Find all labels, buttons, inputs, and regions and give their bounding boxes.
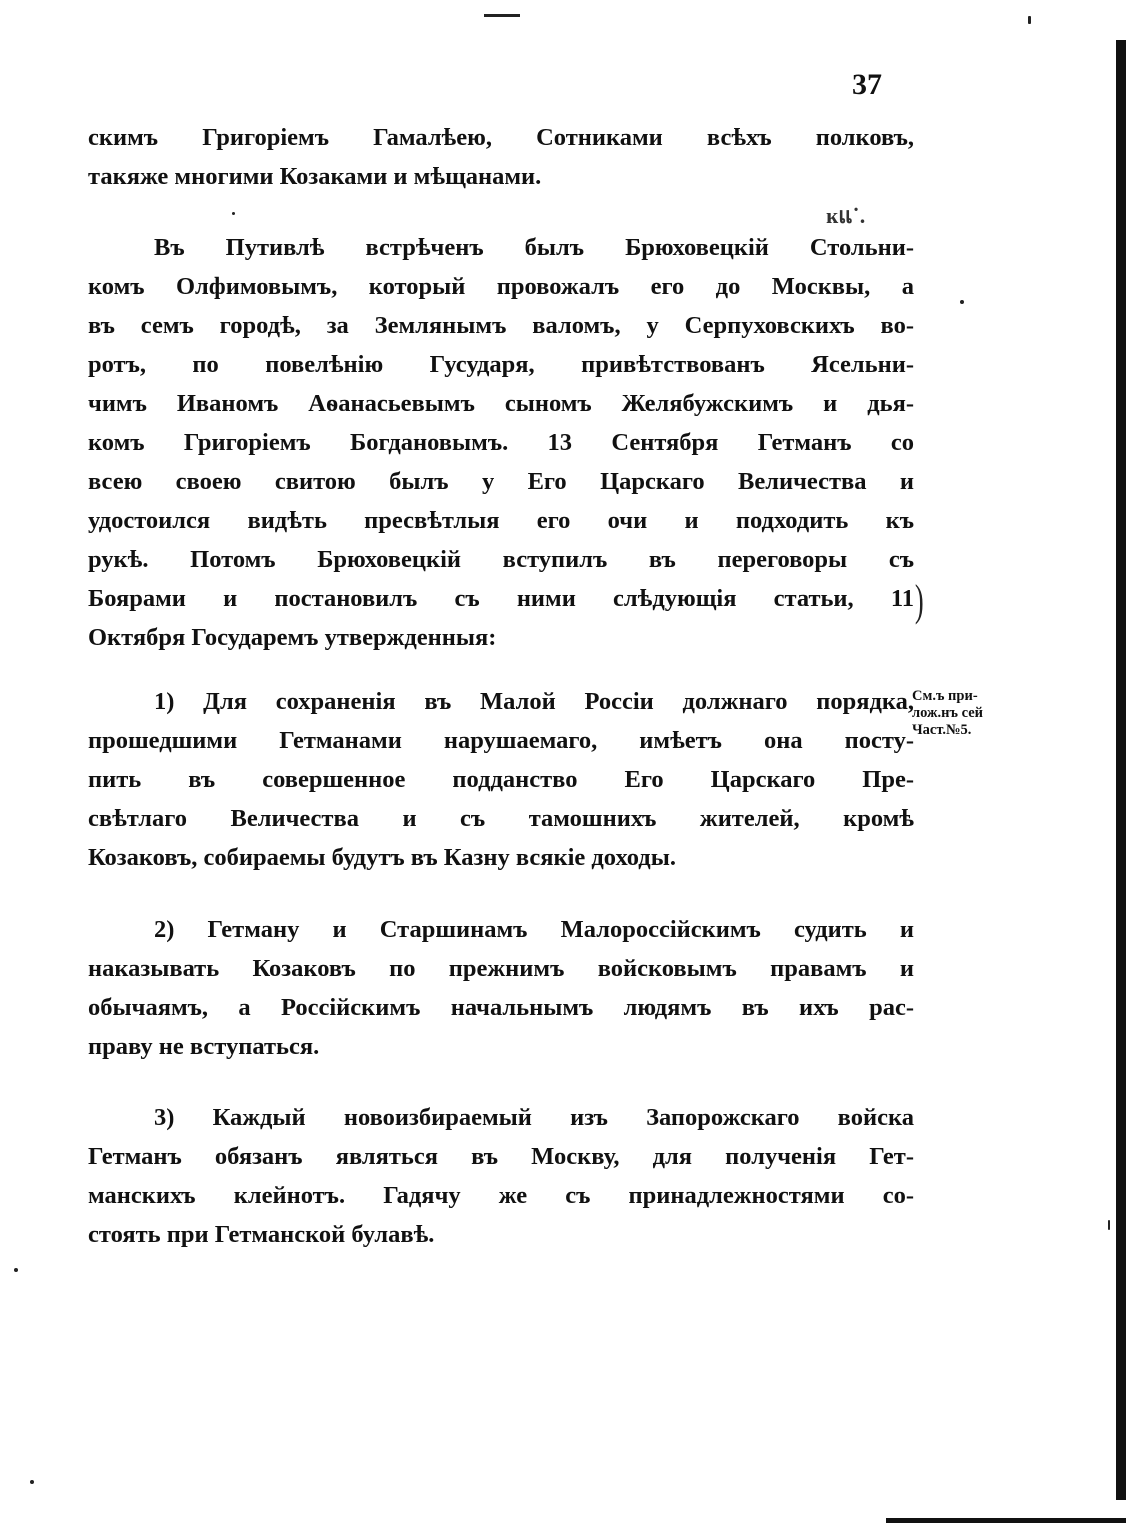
text-line: ротъ, по повелѣнію Гусударя, привѣтствованъ Ясельни- <box>88 351 914 378</box>
text-line: 3) Каждый новоизбираемый изъ Запорожскаго войска <box>154 1104 914 1131</box>
text-line: 1) Для сохраненія въ Малой Россіи должнаго порядка, <box>154 688 914 715</box>
intro-block <box>88 118 914 196</box>
paragraph-1 <box>88 228 914 657</box>
page-edge-shadow <box>1116 40 1126 1500</box>
text-line: такяже многими Козаками и мѣщанами. <box>88 163 542 190</box>
text-line: обычаямъ, а Россійскимъ начальнымъ людямъ въ ихъ рас- <box>88 994 914 1021</box>
scan-speck <box>1108 1220 1110 1230</box>
text-line: наказывать Козаковъ по прежнимъ войсковымъ правамъ и <box>88 955 914 982</box>
text-line: комъ Олфимовымъ, который провожалъ его до Москвы, а <box>88 273 914 300</box>
scan-speck <box>14 1268 18 1272</box>
text-line: прошедшими Гетманами нарушаемаго, имѣетъ она посту- <box>88 727 914 754</box>
text-line: Октября Государемъ утвержденныя: <box>88 624 497 651</box>
text-line: пить въ совершенное подданство Его Царскаго Пре- <box>88 766 914 793</box>
text-line: Боярами и постановилъ съ ними слѣдующія статьи, 11 <box>88 585 914 612</box>
text-line: манскихъ клейнотъ. Гадячу же съ принадлежностями со- <box>88 1182 914 1209</box>
page-edge-bottom <box>886 1518 1126 1523</box>
article-1 <box>88 682 914 877</box>
text-line: свѣтлаго Величества и съ тамошнихъ жителей, кромѣ <box>88 805 914 832</box>
text-line: Козаковъ, собираемы будутъ въ Казну всякіе доходы. <box>88 844 676 871</box>
text-line: 2) Гетману и Старшинамъ Малороссійскимъ судить и <box>154 916 914 943</box>
top-ink-mark <box>484 14 520 17</box>
scan-speck <box>1028 16 1031 24</box>
scan-speck <box>30 1480 34 1484</box>
text-line: въ семъ городѣ, за Землянымъ валомъ, у Серпуховскихъ во- <box>88 312 914 339</box>
text-line: праву не вступаться. <box>88 1033 320 1060</box>
text-line: удостоился видѣть пресвѣтлыя его очи и подходить къ <box>88 507 914 534</box>
margin-note-line: Част.№5. <box>912 722 972 738</box>
corner-ink-mark: ĸแ˙. <box>826 203 866 228</box>
margin-note-line: лож.нъ сей <box>912 705 983 721</box>
margin-note-line: См.ъ при- <box>912 688 978 704</box>
text-line: всею своею свитою былъ у Его Царскаго Величества и <box>88 468 914 495</box>
text-line: Въ Путивлѣ встрѣченъ былъ Брюховецкій Стольни- <box>154 234 914 261</box>
text-line: скимъ Григоріемъ Гамалѣею, Сотниками всѣхъ полковъ, <box>88 124 914 151</box>
margin-note <box>912 688 1032 739</box>
text-line: стоять при Гетманской булавѣ. <box>88 1221 435 1248</box>
article-2 <box>88 910 914 1066</box>
article-3 <box>88 1098 914 1254</box>
text-line: чимъ Иваномъ Аѳанасьевымъ сыномъ Желябужскимъ и дья- <box>88 390 914 417</box>
text-line: комъ Григоріемъ Богдановымъ. 13 Сентября Гетманъ со <box>88 429 914 456</box>
text-line: рукѣ. Потомъ Брюховецкій вступилъ въ переговоры съ <box>88 546 914 573</box>
scan-speck <box>232 212 235 215</box>
page-number: 37 <box>852 68 882 101</box>
handwritten-bracket: ) <box>914 576 924 625</box>
text-line: Гетманъ обязанъ являться въ Москву, для полученія Гет- <box>88 1143 914 1170</box>
scan-speck <box>960 300 964 304</box>
